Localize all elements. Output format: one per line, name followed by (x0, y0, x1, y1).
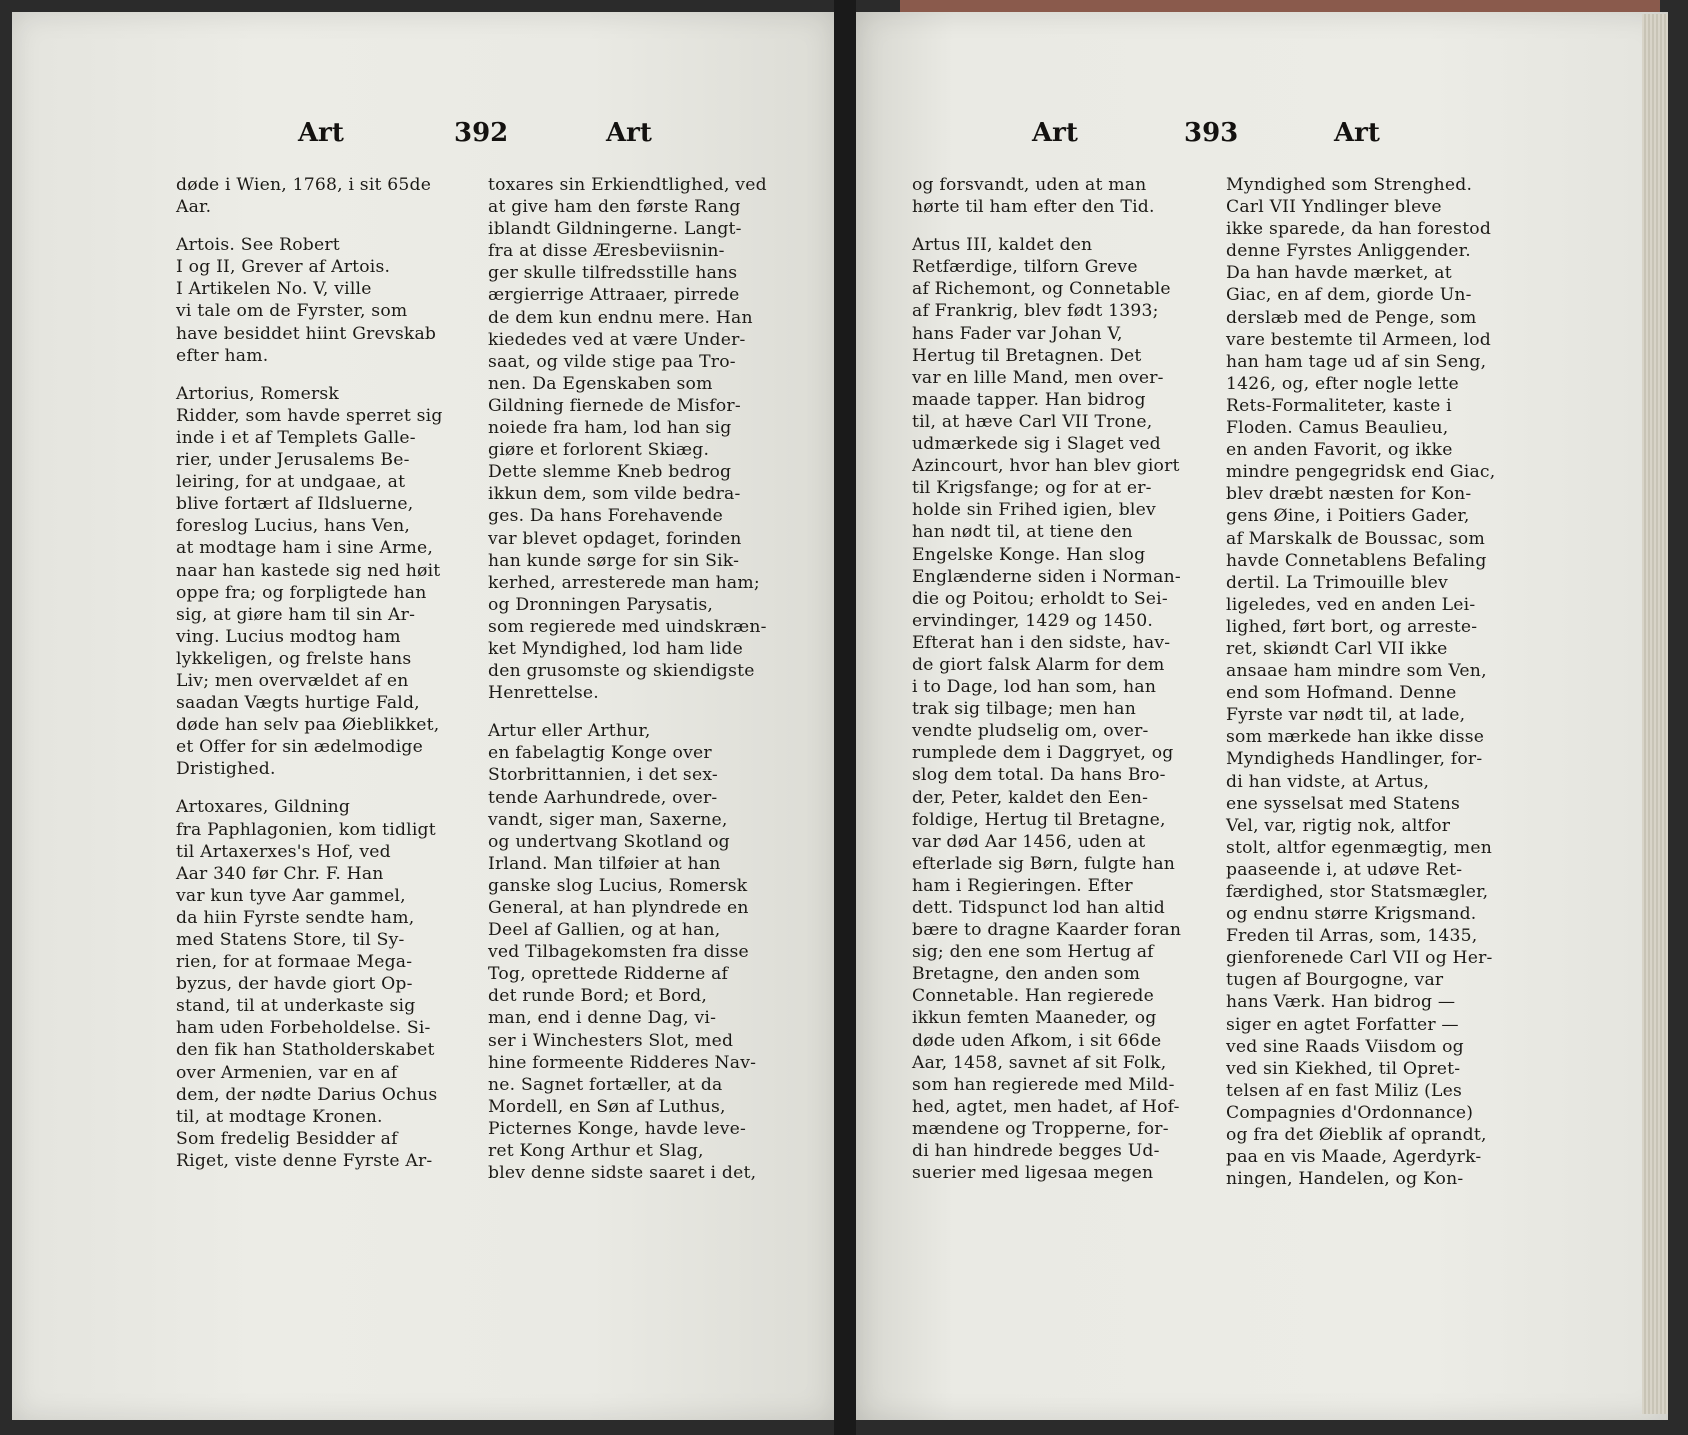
left-header-keyword-left: Art (298, 118, 344, 148)
text-line: rumplede dem i Daggryet, og (912, 743, 1174, 764)
text-line: Artus III, kaldet den (912, 235, 1093, 256)
right-header-keyword-left: Art (1032, 118, 1078, 148)
text-line: den grusomste og skiendigste (488, 661, 755, 682)
text-line: som han regierede med Mild- (912, 1074, 1175, 1095)
text-line: over Armenien, var en af (176, 1062, 398, 1083)
text-line: 1426, og, efter nogle lette (1226, 373, 1459, 394)
text-line: vendte pludselig om, over- (912, 721, 1149, 742)
text-line: udmærkede sig i Slaget ved (912, 434, 1161, 455)
text-line: Myndighed som Strenghed. (1226, 175, 1473, 195)
text-line: en fabelagtig Konge over (488, 743, 712, 764)
text-line: I Artikelen No. V, ville (176, 279, 372, 300)
text-line: paaseende i, at udøve Ret- (1226, 859, 1463, 880)
text-line: ved sin Kiekhed, til Opret- (1226, 1058, 1461, 1079)
text-line: til, at modtage Kronen. (176, 1106, 383, 1127)
book-gutter (834, 0, 856, 1435)
text-line: iblandt Gildningerne. Langt- (488, 219, 742, 240)
text-line: kerhed, arresterede man ham; (488, 572, 760, 593)
text-line: Retfærdige, tilforn Greve (912, 257, 1138, 278)
text-line: Hertug til Bretagnen. Det (912, 345, 1142, 366)
text-line: di han hindrede begges Ud- (912, 1141, 1160, 1162)
text-line: sig; den ene som Hertug af (912, 942, 1154, 963)
text-line: Artoxares, Gildning (176, 797, 351, 818)
text-line: Irland. Man tilføier at han (488, 853, 721, 874)
text-line: ligeledes, ved en anden Lei- (1226, 594, 1476, 615)
text-line: døde i Wien, 1768, i sit 65de (176, 175, 432, 195)
text-line: ærgierrige Attraaer, pirrede (488, 285, 740, 306)
text-line: havde Connetablens Befaling (1226, 550, 1487, 571)
text-line: ger skulle tilfredsstille hans (488, 263, 738, 284)
text-line: oppe fra; og forpligtede han (176, 582, 427, 603)
text-line: dertil. La Trimouille blev (1226, 572, 1448, 593)
text-line: af Richemont, og Connetable (912, 279, 1171, 300)
text-line: som mærkede han ikke disse (1226, 727, 1485, 748)
text-line: General, at han plyndrede en (488, 898, 749, 918)
left-page-column-2 (488, 174, 774, 1184)
text-line: hans Fader var Johan V, (912, 323, 1123, 344)
text-line: af Marskalk de Boussac, som (1226, 528, 1485, 549)
left-page-column-1 (176, 174, 466, 1172)
text-line: Floden. Camus Beaulieu, (1226, 418, 1449, 439)
text-line: efter ham. (176, 345, 269, 366)
text-line: rier, under Jerusalems Be- (176, 450, 410, 471)
text-line: og fra det Øieblik af oprandt, (1226, 1125, 1487, 1146)
text-line: gienforenede Carl VII og Her- (1226, 948, 1493, 969)
right-page-column-2 (1226, 174, 1518, 1190)
text-line: Connetable. Han regierede (912, 986, 1154, 1007)
text-line: var død Aar 1456, uden at (912, 831, 1146, 852)
text-line: Azincourt, hvor han blev giort (912, 456, 1180, 477)
text-line: Artois. See Robert (176, 235, 340, 256)
text-line: og Dronningen Parysatis, (488, 594, 714, 615)
text-line: fra at disse Æresbeviisnin- (488, 241, 725, 262)
text-line: de giort falsk Alarm for dem (912, 654, 1165, 675)
text-line: Artur eller Arthur, (488, 721, 651, 742)
text-line: gens Øine, i Poitiers Gader, (1226, 506, 1470, 527)
text-line: Fyrste var nødt til, at lade, (1226, 705, 1466, 726)
text-line: færdighed, stor Statsmægler, (1226, 882, 1489, 902)
text-line: bære to dragne Kaarder foran (912, 920, 1182, 941)
text-line: Liv; men overvældet af en (176, 670, 409, 691)
text-line: hine formeente Ridderes Nav- (488, 1052, 757, 1073)
text-line: var en lille Mand, men over- (912, 367, 1164, 388)
text-line: ket Myndighed, lod ham lide (488, 638, 743, 659)
text-line: Aar, 1458, savnet af sit Folk, (912, 1052, 1167, 1073)
text-line: sig, at giøre ham til sin Ar- (176, 604, 416, 625)
text-line: Henrettelse. (488, 683, 599, 704)
text-line: byzus, der havde giort Op- (176, 974, 413, 995)
text-line: døde han selv paa Øieblikket, (176, 715, 440, 736)
text-line: ham uden Forbeholdelse. Si- (176, 1018, 431, 1039)
text-line: Gildning fiernede de Misfor- (488, 395, 741, 416)
text-line: saat, og vilde stige paa Tro- (488, 351, 736, 372)
book-top-edge (900, 0, 1660, 12)
text-line: og endnu større Krigsmand. (1226, 904, 1477, 925)
text-line: Carl VII Yndlinger bleve (1226, 197, 1442, 218)
text-line: inde i et af Templets Gallе- (176, 427, 416, 448)
text-line: ving. Lucius modtog ham (176, 626, 401, 647)
text-line: fra Paphlagonien, kom tidligt (176, 819, 436, 840)
text-line: hed, agtet, men hadet, af Hof- (912, 1096, 1180, 1117)
text-line: vandt, siger man, Saxerne, (488, 809, 728, 830)
text-line: vare bestemte til Armeen, lod (1226, 329, 1491, 350)
text-line: paa en vis Maade, Agerdyrk- (1226, 1147, 1482, 1168)
text-line: blev dræbt næsten for Kon- (1226, 484, 1472, 505)
text-line: kiededes ved at være Under- (488, 329, 746, 350)
text-line: toxares sin Erkiendtlighed, ved (488, 175, 767, 195)
text-line: Aar 340 før Chr. F. Han (176, 863, 384, 884)
text-line: døde uden Afkom, i sit 66de (912, 1030, 1162, 1051)
text-line: af Frankrig, blev født 1393; (912, 301, 1159, 322)
text-line: naar han kastede sig ned høit (176, 560, 441, 581)
text-line: maade tapper. Han bidrog (912, 389, 1146, 410)
text-line: blive fortært af Ildsluerne, (176, 494, 414, 515)
text-line: og forsvandt, uden at man (912, 175, 1147, 195)
text-line: var blevet opdaget, forinden (488, 528, 742, 549)
text-line: have besiddet hiint Grevskab (176, 323, 437, 344)
text-line: Artorius, Romersk (176, 383, 340, 404)
text-line: han nødt til, at tiene den (912, 522, 1133, 543)
text-line: der, Peter, kaldet den Een- (912, 787, 1149, 808)
text-line: Som fredelig Besidder af (176, 1128, 398, 1149)
text-line: ikke sparede, da han forestod (1226, 219, 1492, 240)
text-line: tende Aarhundrede, over- (488, 787, 718, 808)
right-page-column-1 (912, 174, 1200, 1184)
text-line: ikkun dem, som vilde bedra- (488, 484, 741, 505)
text-line: et Offer for sin ædelmodige (176, 737, 423, 758)
text-line: Efterat han i den sidste, hav- (912, 632, 1171, 653)
text-line: Bretagne, den anden som (912, 964, 1141, 985)
text-line: Giac, en af dem, giorde Un- (1226, 285, 1472, 306)
text-line: ene sysselsat med Statens (1226, 793, 1460, 814)
right-page-header (0, 118, 1688, 158)
text-line: Engelske Konge. Han slog (912, 544, 1146, 565)
text-line: Mordell, en Søn af Luthus, (488, 1096, 726, 1117)
text-line: saadan Vægts hurtige Fald, (176, 693, 420, 714)
text-line: siger en agtet Forfatter — (1226, 1014, 1459, 1035)
text-line: man, end i denne Dag, vi- (488, 1008, 717, 1029)
text-line: til Krigsfange; og for at er- (912, 478, 1152, 499)
text-line: ervindinger, 1429 og 1450. (912, 610, 1154, 631)
text-line: ret, skiøndt Carl VII ikke (1226, 638, 1448, 659)
text-line: Deel af Gallien, og at han, (488, 920, 721, 941)
right-header-keyword-right: Art (1334, 118, 1380, 148)
text-line: lighed, ført bort, og arreste- (1226, 616, 1478, 637)
text-line: leiring, for at undgaae, at (176, 472, 406, 493)
text-line: den fik han Statholderskabet (176, 1040, 435, 1061)
text-line: ved Tilbagekomsten fra disse (488, 942, 749, 963)
text-line: lykkeligen, og frelste hans (176, 648, 412, 669)
text-line: tugen af Bourgogne, var (1226, 970, 1444, 991)
text-line: ikkun femten Maaneder, og (912, 1008, 1157, 1029)
text-line: vi tale om de Fyrster, som (176, 301, 408, 322)
text-line: han ham tage ud af sin Seng, (1226, 351, 1487, 372)
text-line: mændene og Tropperne, for- (912, 1118, 1169, 1139)
text-line: ved sine Raads Viisdom og (1226, 1036, 1464, 1057)
text-line: hørte til ham efter den Tid. (912, 197, 1155, 218)
text-line: med Statens Store, til Sy- (176, 930, 405, 950)
text-line: at give ham den første Rang (488, 197, 741, 218)
text-line: Rets-Formaliteter, kaste i (1226, 395, 1452, 416)
text-line: derslæb med de Penge, som (1226, 307, 1477, 328)
text-line: I og II, Grever af Artois. (176, 257, 391, 278)
text-line: ne. Sagnet fortæller, at da (488, 1074, 723, 1095)
text-line: dem, der nødte Darius Ochus (176, 1084, 438, 1105)
text-line: giøre et forlorent Skiæg. (488, 440, 710, 461)
text-line: die og Poitou; erholdt to Sei- (912, 588, 1168, 609)
text-line: Englænderne siden i Norman- (912, 566, 1181, 587)
text-line: suerier med ligesaa megen (912, 1163, 1154, 1184)
text-line: noiede fra ham, lod han sig (488, 418, 732, 439)
text-line: trak sig tilbage; men han (912, 699, 1136, 720)
text-line: mindre pengegridsk end Giac, (1226, 462, 1496, 483)
page-edges (1642, 14, 1668, 1414)
text-line: ham i Regieringen. Efter (912, 875, 1133, 896)
text-line: denne Fyrstes Anliggender. (1226, 241, 1471, 262)
text-line: nen. Da Egenskaben som (488, 373, 713, 394)
text-line: ansaae ham mindre som Ven, (1226, 661, 1487, 682)
text-line: og undertvang Skotland og (488, 831, 730, 852)
text-line: ser i Winchesters Slot, med (488, 1030, 734, 1051)
text-line: som regierede med uindskræn- (488, 616, 767, 637)
text-line: dett. Tidspunct lod han altid (912, 898, 1165, 918)
text-line: ningen, Handelen, og Kon- (1226, 1169, 1464, 1190)
text-line: de dem kun endnu mere. Han (488, 307, 753, 328)
text-line: Tog, oprettede Ridderne af (488, 964, 729, 985)
text-line: Picternes Konge, havde leve- (488, 1118, 747, 1139)
text-line: foldige, Hertug til Bretagne, (912, 809, 1166, 830)
text-line: Storbrittannien, i det sex- (488, 765, 718, 786)
text-line: efterlade sig Børn, fulgte han (912, 853, 1176, 874)
left-header-keyword-right: Art (606, 118, 652, 148)
text-line: di han vidste, at Artus, (1226, 771, 1430, 792)
text-line: var kun tyve Aar gammel, (176, 885, 406, 906)
text-line: da hiin Fyrste sendte ham, (176, 907, 415, 928)
text-line: rien, for at formaae Mega- (176, 952, 413, 973)
text-line: stolt, altfor egenmægtig, men (1226, 837, 1492, 858)
text-line: ges. Da hans Forehavende (488, 506, 724, 527)
text-line: hans Værk. Han bidrog — (1226, 992, 1456, 1013)
text-line: Riget, viste denne Fyrste Ar- (176, 1150, 433, 1171)
text-line: Dette slemme Kneb bedrog (488, 462, 732, 483)
text-line: til, at hæve Carl VII Trone, (912, 411, 1153, 432)
text-line: ganske slog Lucius, Romersk (488, 875, 748, 896)
text-line: at modtage ham i sine Arme, (176, 538, 434, 559)
text-line: blev denne sidste saaret i det, (488, 1163, 757, 1184)
text-line: i to Dage, lod han som, han (912, 677, 1157, 698)
left-page-number: 392 (454, 118, 509, 148)
text-line: det runde Bord; et Bord, (488, 986, 707, 1007)
text-line: end som Hofmand. Denne (1226, 683, 1457, 704)
text-line: Ridder, som havde sperret sig (176, 405, 443, 426)
text-line: foreslog Lucius, hans Ven, (176, 516, 411, 537)
text-line: Da han havde mærket, at (1226, 263, 1452, 284)
text-line: han kunde sørge for sin Sik- (488, 550, 740, 571)
text-line: Aar. (176, 197, 212, 218)
text-line: telsen af en fast Miliz (Les (1226, 1080, 1462, 1101)
text-line: Vel, var, rigtig nok, altfor (1226, 815, 1451, 836)
text-line: ret Kong Arthur et Slag, (488, 1141, 704, 1162)
text-line: Dristighed. (176, 759, 276, 780)
text-line: en anden Favorit, og ikke (1226, 440, 1453, 461)
text-line: Freden til Arras, som, 1435, (1226, 926, 1478, 947)
text-line: til Artaxerxes's Hof, ved (176, 841, 391, 862)
right-page-number: 393 (1184, 118, 1239, 148)
text-line: Compagnies d'Ordonnance) (1226, 1102, 1474, 1123)
text-line: slog dem total. Da hans Bro- (912, 765, 1166, 786)
text-line: stand, til at underkaste sig (176, 996, 416, 1017)
text-line: Myndigheds Handlinger, for- (1226, 749, 1483, 770)
text-line: holde sin Frihed igien, blev (912, 500, 1156, 521)
